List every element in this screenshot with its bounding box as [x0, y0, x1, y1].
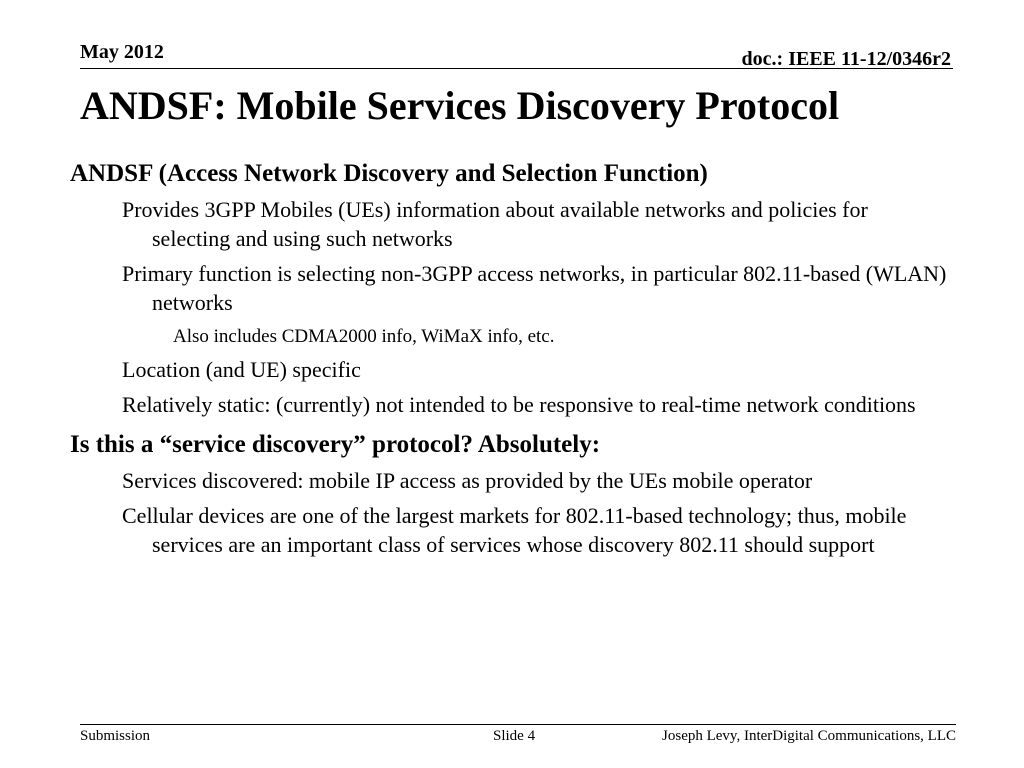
bullet-item: Provides 3GPP Mobiles (UEs) information about available networks and policies for selecting and using such networks [122, 197, 868, 251]
sub-bullet-item: Also includes CDMA2000 info, WiMaX info, etc. [173, 326, 555, 347]
footer-slide-number: Slide 4 [493, 728, 536, 744]
footer-divider [80, 724, 956, 725]
bullet-item: Cellular devices are one of the largest markets for 802.11-based technology; thus, mobile services are an important class of services whose discovery 802.11 should support [122, 503, 907, 557]
footer-author: Joseph Levy, InterDigital Communications, LLC [662, 728, 956, 744]
bullet-item: Location (and UE) specific [122, 357, 361, 382]
header-date: May 2012 [80, 41, 164, 63]
footer-submission: Submission [80, 728, 151, 744]
bullet-item: Primary function is selecting non-3GPP access networks, in particular 802.11-based (WLAN) networks [122, 261, 947, 315]
bullet-item: Relatively static: (currently) not intended to be responsive to real-time network conditions [122, 392, 916, 417]
section-heading: Is this a “service discovery” protocol? Absolutely: [70, 431, 601, 458]
bullet-item: Services discovered: mobile IP access as provided by the UEs mobile operator [122, 468, 813, 493]
header-divider [80, 68, 953, 69]
slide-title: ANDSF: Mobile Services Discovery Protocol [80, 83, 840, 128]
header-doc-id: doc.: IEEE 11-12/0346r2 [741, 48, 951, 70]
section-heading: ANDSF (Access Network Discovery and Selection Function) [70, 160, 708, 187]
slide-body [70, 159, 950, 559]
